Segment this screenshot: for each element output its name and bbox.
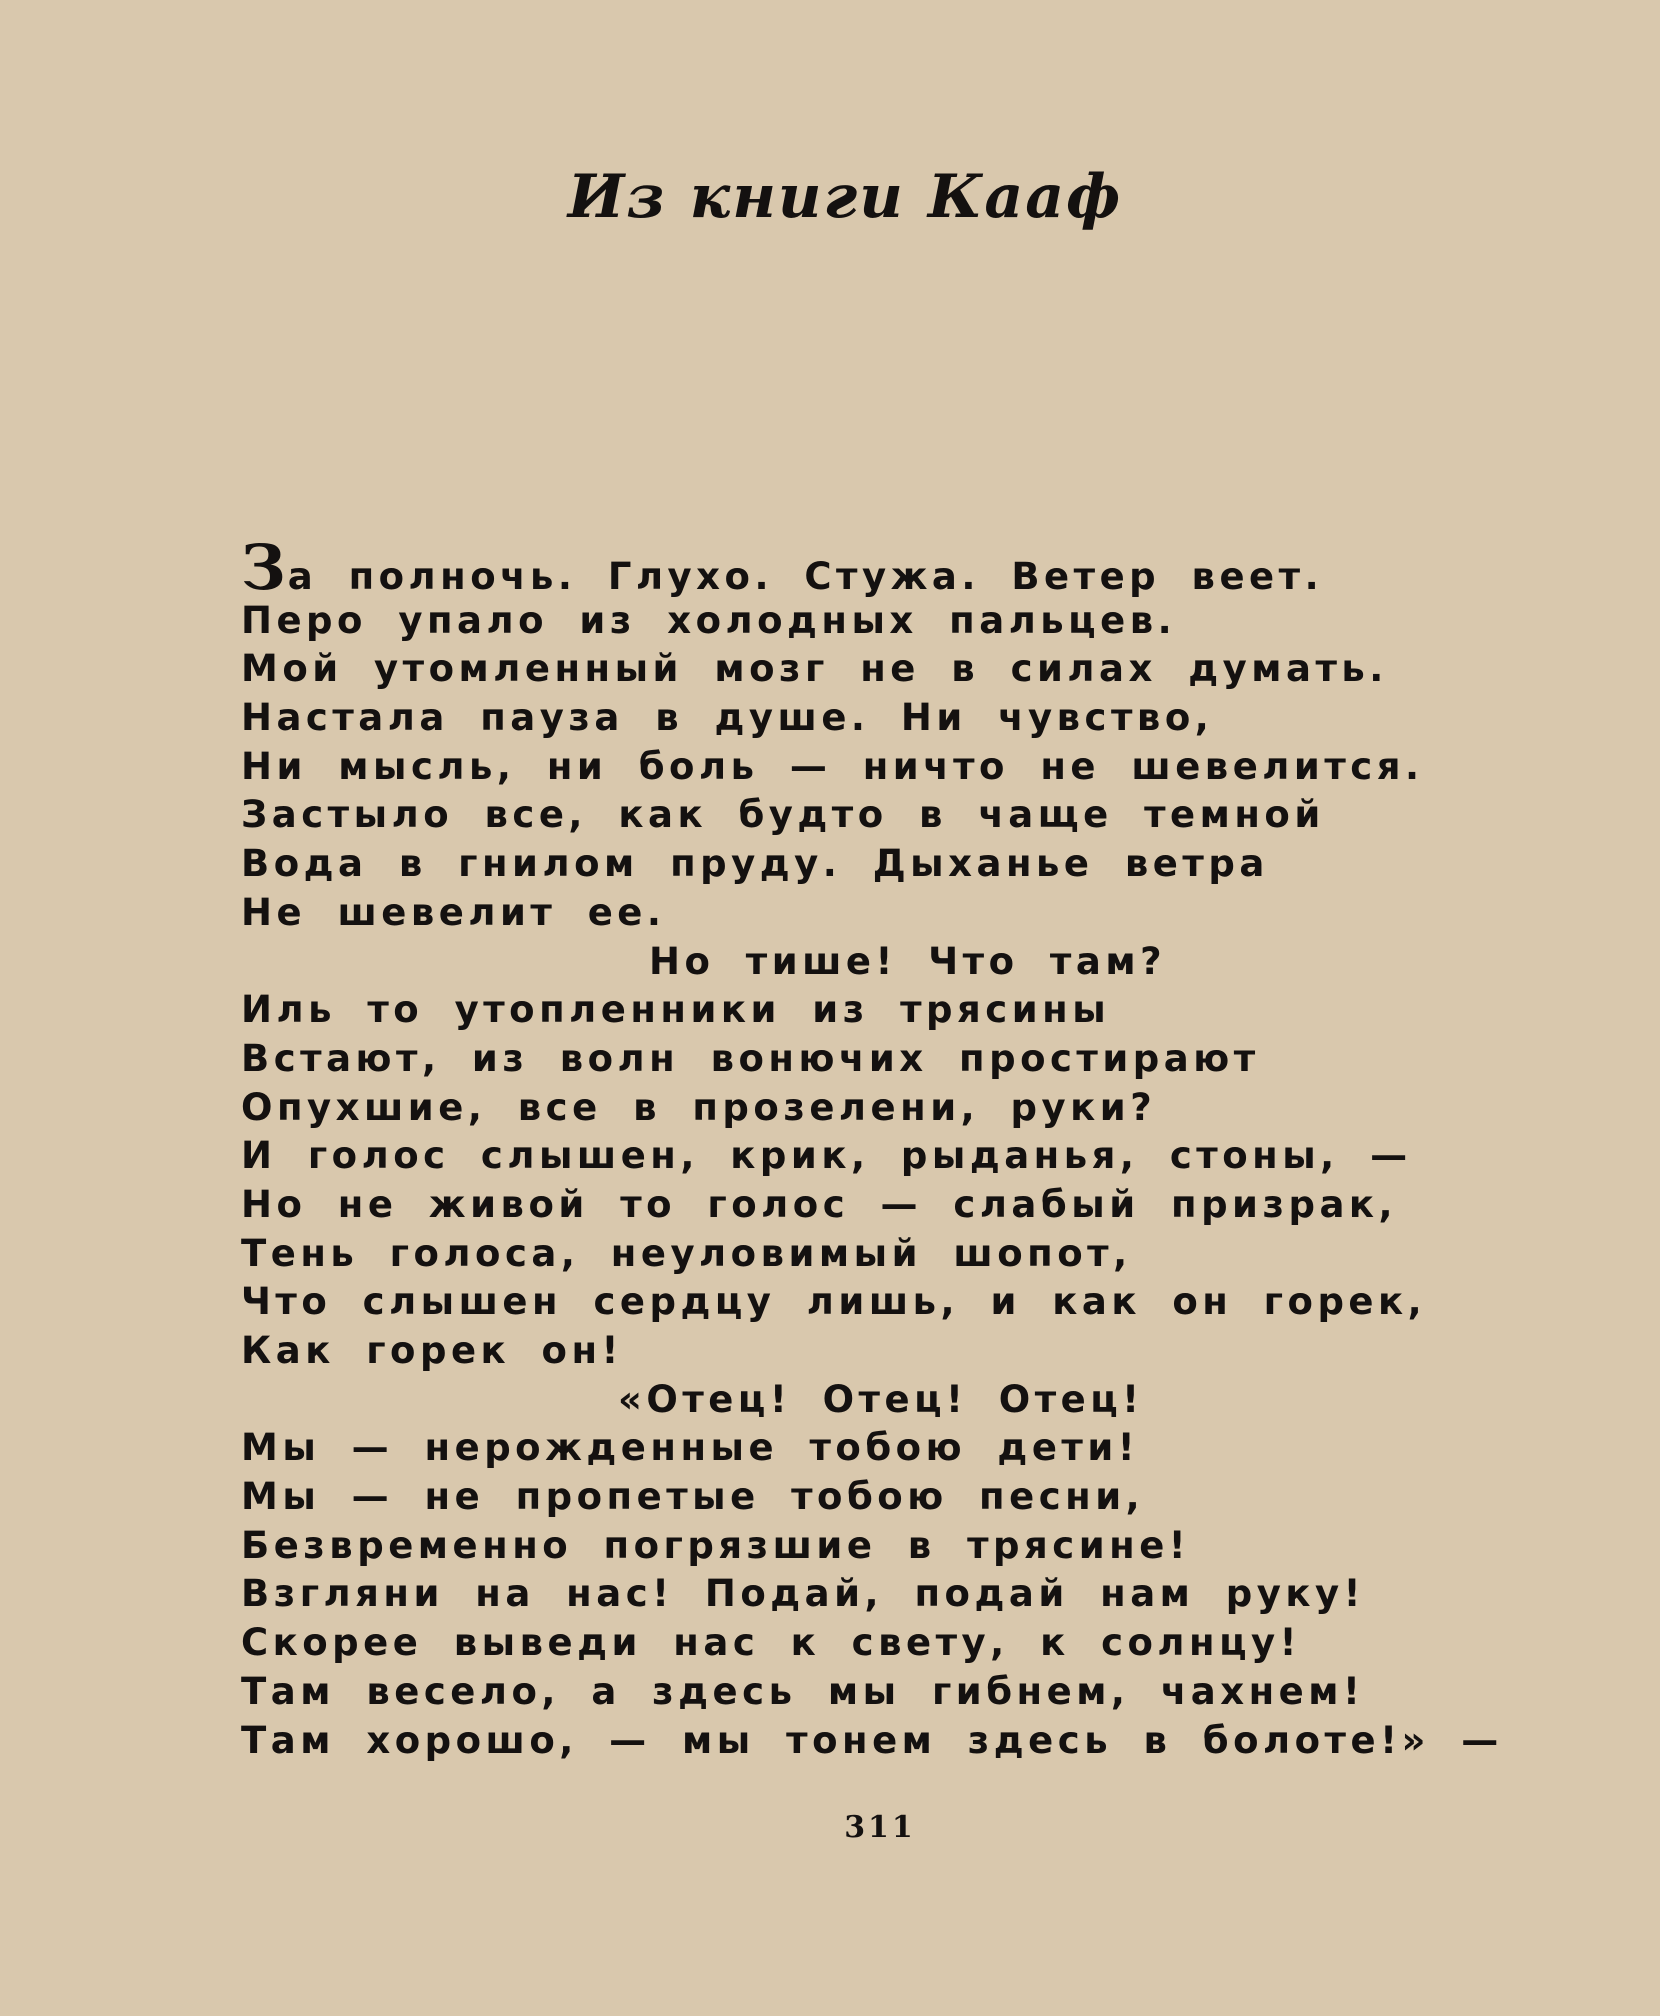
- poem-line: Встают, из волн вонючих простирают: [241, 1036, 1260, 1080]
- page-number: 311: [844, 1810, 916, 1845]
- poem-line: Как горек он!: [241, 1329, 623, 1372]
- poem-line: Что слышен сердцу лишь, и как он горек,: [241, 1280, 1427, 1324]
- page-title: Из книги Кааф: [567, 162, 1123, 232]
- poem-line-indented: «Отец! Отец! Отец!: [618, 1377, 1144, 1421]
- poem-line: Вода в гнилом пруду. Дыханье ветра: [241, 842, 1269, 886]
- poem-line: Застыло все, как будто в чаще темной: [241, 793, 1325, 837]
- poem-line: Но не живой то голос — слабый призрак,: [241, 1182, 1398, 1226]
- poem-line: Настала пауза в душе. Ни чувство,: [241, 696, 1214, 740]
- poem-line-indented: Но тише! Что там?: [649, 939, 1167, 983]
- poem-line: Тень голоса, неуловимый шопот,: [241, 1231, 1132, 1275]
- poem-line: Там хорошо, — мы тонем здесь в болоте!» —: [241, 1718, 1503, 1762]
- poem-line: Там весело, а здесь мы гибнем, чахнем!: [241, 1669, 1365, 1713]
- poem-line: Перо упало из холодных пальцев.: [241, 598, 1177, 642]
- poem-line: Ни мысль, ни боль — ничто не шевелится.: [241, 744, 1424, 788]
- poem-line: Иль то утопленники из трясины: [241, 988, 1111, 1032]
- poem-line: Взгляни на нас! Подай, подай нам руку!: [241, 1572, 1365, 1616]
- poem-line: Безвременно погрязшие в трясине!: [241, 1523, 1191, 1567]
- poem-line: [241, 531, 1481, 604]
- poem-line: Не шевелит ее.: [241, 890, 666, 934]
- poem-line-text: а полночь. Глухо. Стужа. Ветер веет.: [287, 555, 1324, 598]
- poem-line: Мой утомленный мозг не в силах думать.: [241, 647, 1388, 691]
- poem-line: И голос слышен, крик, рыданья, стоны, —: [241, 1134, 1412, 1178]
- poem-line: Опухшие, все в прозелени, руки?: [241, 1085, 1157, 1129]
- poem-line: Мы — не пропетые тобою песни,: [241, 1475, 1145, 1519]
- poem-line: Мы — нерожденные тобою дети!: [241, 1426, 1140, 1470]
- drop-cap: З: [241, 531, 286, 604]
- poem-body: [241, 531, 1503, 1765]
- poem-line: Скорее выведи нас к свету, к солнцу!: [241, 1621, 1302, 1665]
